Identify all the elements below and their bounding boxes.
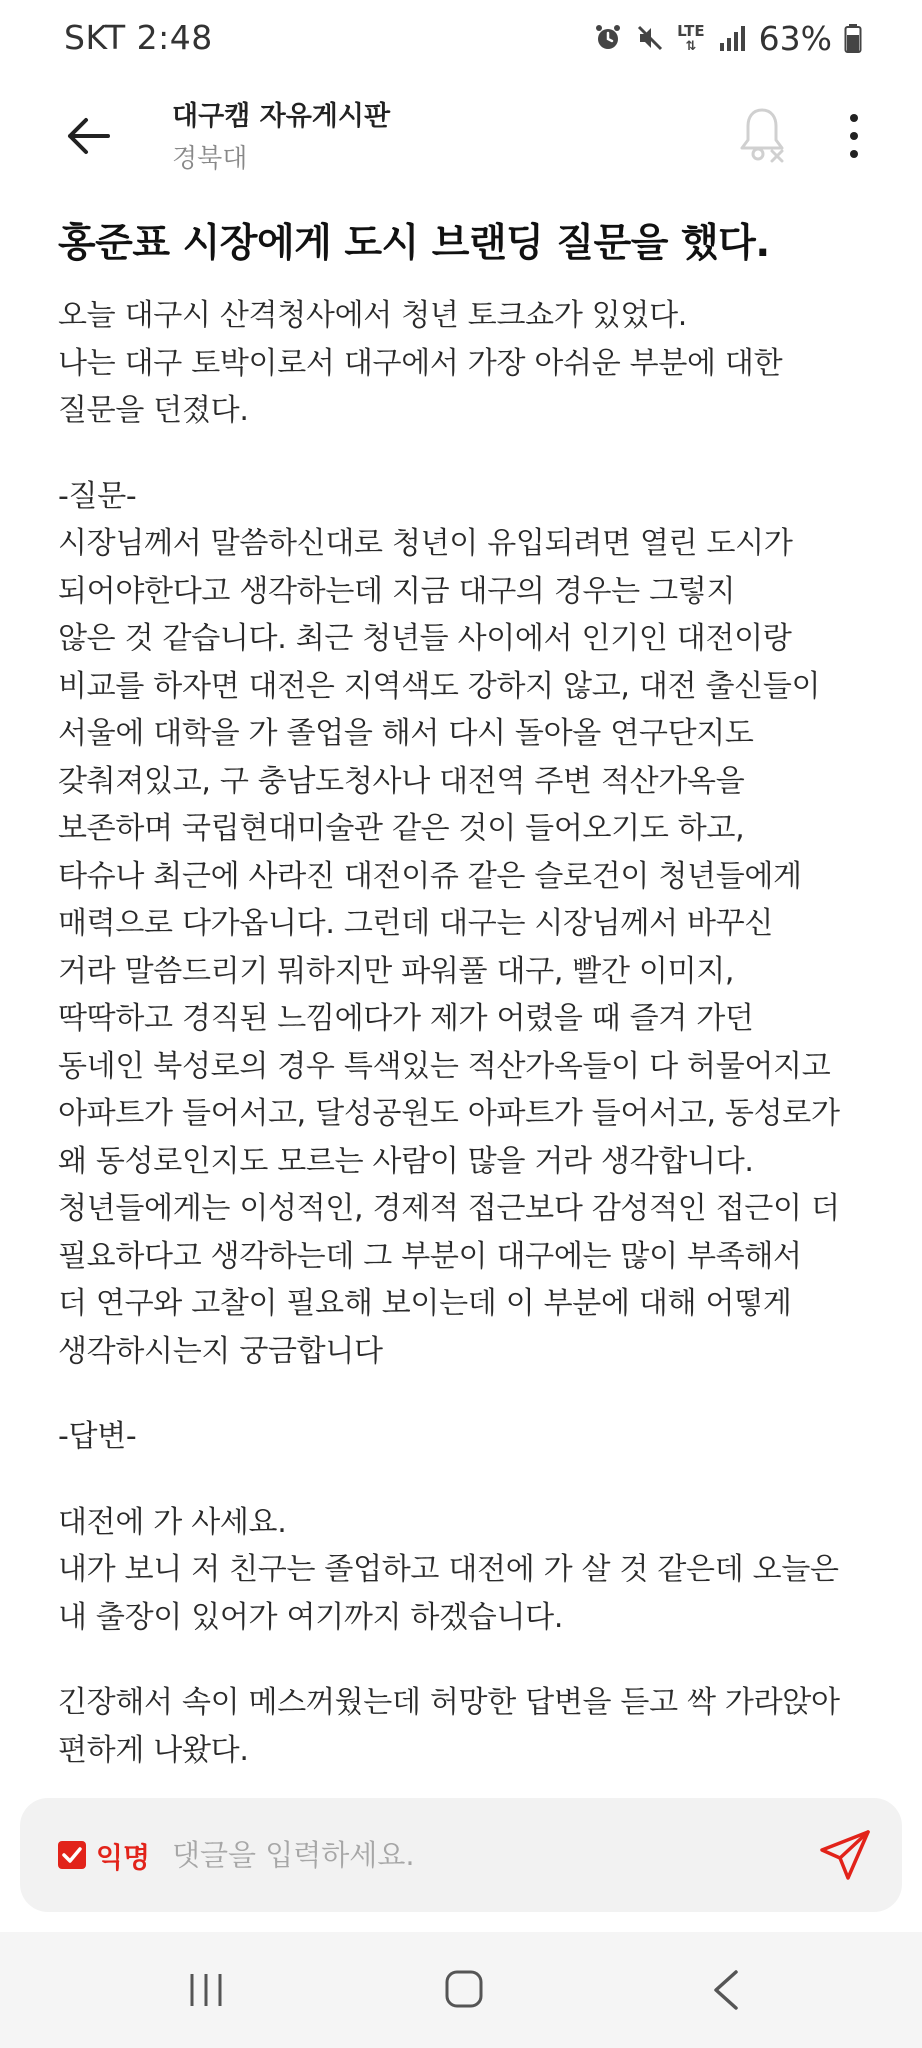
post-body-line: 갖춰져있고, 구 충남도청사나 대전역 주변 적산가옥을 xyxy=(58,763,745,799)
alarm-icon xyxy=(593,23,623,53)
post-body-line: 나는 대구 토박이로서 대구에서 가장 아쉬운 부분에 대한 xyxy=(58,345,783,381)
comment-input[interactable] xyxy=(172,1832,812,1878)
post-body-line: 긴장해서 속이 메스꺼웠는데 허망한 답변을 듣고 싹 가라앉아 xyxy=(58,1685,840,1720)
app-header xyxy=(0,80,922,192)
battery-percent: 63% xyxy=(758,18,832,58)
post-body-line: 청년들에게는 이성적인, 경제적 접근보다 감성적인 접근이 더 xyxy=(58,1191,840,1226)
post-body-line: 딱딱하고 경직된 느낌에다가 제가 어렸을 때 즐겨 가던 xyxy=(58,1001,754,1036)
signal-icon xyxy=(717,23,747,53)
post-body-line: 보존하며 국립현대미술관 같은 것이 들어오기도 하고, xyxy=(58,811,745,846)
post-body-line: 필요하다고 생각하는데 그 부분이 대구에는 많이 부족해서 xyxy=(58,1238,802,1274)
post-body-line: 비교를 하자면 대전은 지역색도 강하지 않고, 대전 출신들이 xyxy=(58,668,821,704)
battery-icon xyxy=(844,23,862,53)
lte-label: LTE xyxy=(677,21,705,40)
post-body-line: 오늘 대구시 산격청사에서 청년 토크쇼가 있었다. xyxy=(58,298,688,333)
status-bar xyxy=(0,0,922,80)
post-body-line: 서울에 대학을 가 졸업을 해서 다시 돌아올 연구단지도 xyxy=(58,716,754,751)
post-body-line: 않은 것 같습니다. 최근 청년들 사이에서 인기인 대전이랑 xyxy=(58,621,792,656)
post-body-line: 편하게 나왔다. xyxy=(58,1732,249,1768)
post-body-line: 시장님께서 말씀하신대로 청년이 유입되려면 열린 도시가 xyxy=(58,526,793,561)
more-vertical-icon[interactable] xyxy=(836,106,872,166)
post-body-line: 더 연구와 고찰이 필요해 보이는데 이 부분에 대해 어떻게 xyxy=(58,1286,792,1321)
post-body-line: 타슈나 최근에 사라진 대전이쥬 같은 슬로건이 청년들에게 xyxy=(58,858,802,894)
send-icon[interactable] xyxy=(818,1828,872,1882)
post-body-line: 질문을 던졌다. xyxy=(58,393,249,428)
recents-icon[interactable] xyxy=(186,1972,226,2008)
data-arrows-icon: ⇅ xyxy=(685,38,697,54)
anonymous-label[interactable]: 익명 xyxy=(96,1841,151,1874)
paragraph-gap xyxy=(58,1461,888,1499)
bell-off-icon[interactable] xyxy=(734,102,790,166)
post-title: 홍준표 시장에게 도시 브랜딩 질문을 했다. xyxy=(58,221,770,266)
post-body-line: 내 출장이 있어가 여기까지 하겠습니다. xyxy=(58,1599,564,1635)
checkbox-icon[interactable] xyxy=(58,1841,86,1869)
post-body-line: 생각하시는지 궁금합니다 xyxy=(58,1333,383,1369)
post-body-line: 대전에 가 사세요. xyxy=(58,1504,287,1540)
paragraph-gap xyxy=(58,435,888,473)
back-icon[interactable] xyxy=(706,1968,746,2012)
status-carrier-time: SKT 2:48 xyxy=(64,18,213,57)
paragraph-gap xyxy=(58,1375,888,1413)
home-icon[interactable] xyxy=(444,1968,484,2010)
paragraph-gap xyxy=(58,1641,888,1679)
post-body-line: 매력으로 다가옵니다. 그런데 대구는 시장님께서 바꾸신 xyxy=(58,906,774,941)
post-body-line: 되어야한다고 생각하는데 지금 대구의 경우는 그렇지 xyxy=(58,573,736,609)
school-name: 경북대 xyxy=(172,144,248,174)
post-body-line: -질문- xyxy=(58,478,137,514)
status-icons xyxy=(593,16,862,60)
back-arrow-icon[interactable] xyxy=(60,108,116,164)
navigation-bar xyxy=(0,1932,922,2048)
post-body-line: 내가 보니 저 친구는 졸업하고 대전에 가 살 것 같은데 오늘은 xyxy=(58,1552,839,1587)
post-body-line: -답변- xyxy=(58,1419,137,1454)
post-body-line: 왜 동성로인지도 모르는 사람이 많을 거라 생각합니다. xyxy=(58,1143,754,1179)
board-title: 대구캠 자유게시판 xyxy=(172,101,391,132)
post-body-line: 동네인 북성로의 경우 특색있는 적산가옥들이 다 허물어지고 xyxy=(58,1048,831,1084)
comment-bar xyxy=(20,1798,902,1912)
lte-icon xyxy=(677,21,705,54)
mute-icon xyxy=(635,23,665,53)
post-body-line: 아파트가 들어서고, 달성공원도 아파트가 들어서고, 동성로가 xyxy=(58,1096,840,1131)
post-body xyxy=(58,292,888,1774)
post-body-line: 거라 말씀드리기 뭐하지만 파워풀 대구, 빨간 이미지, xyxy=(58,953,735,989)
